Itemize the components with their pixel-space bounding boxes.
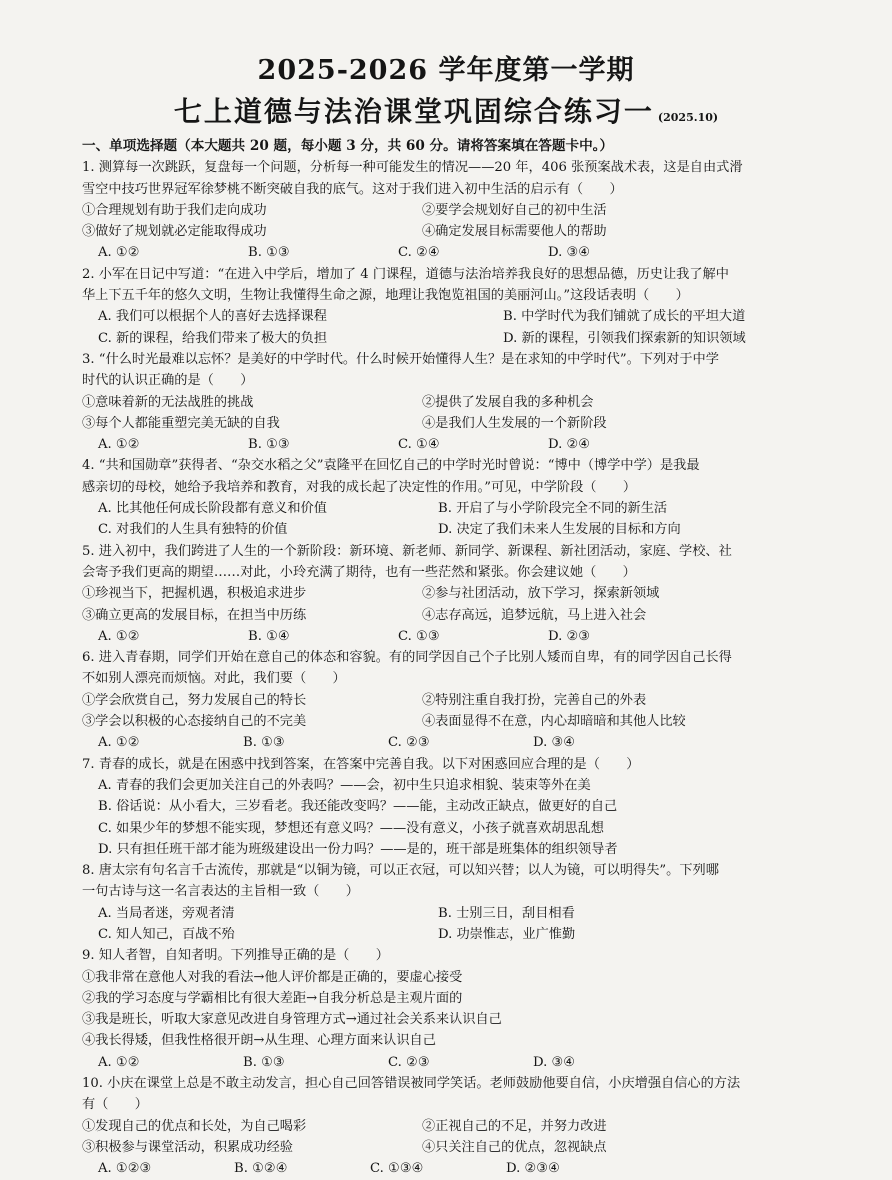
question-stem: 有（ ） bbox=[82, 1097, 148, 1113]
question-stem: 6. 进入青春期，同学们开始在意自己的体态和容貌。有的同学因自己个子比别人矮而自卑，有的同学因自己长得 bbox=[82, 650, 732, 666]
title-date: (2025.10) bbox=[657, 111, 719, 124]
answer-option: A. ①② bbox=[98, 1054, 140, 1070]
answer-option: C. ①③④ bbox=[370, 1161, 424, 1177]
statement-item: ③确立更高的发展目标，在担当中历练 bbox=[82, 607, 307, 623]
answer-option: A. ①② bbox=[98, 437, 140, 453]
answer-option: A. ①② bbox=[98, 245, 140, 261]
question-stem: 一句古诗与这一名言表达的主旨相一致（ ） bbox=[82, 884, 359, 900]
question-stem: 华上下五千年的悠久文明，生物让我懂得生命之源，地理让我饱览祖国的美丽河山。”这段话表明（ ） bbox=[82, 288, 689, 304]
statement-item: ③学会以积极的心态接纳自己的不完美 bbox=[82, 714, 307, 730]
answer-option: D. ③④ bbox=[533, 735, 576, 751]
answer-option: D. 新的课程，引领我们探索新的知识领域 bbox=[503, 330, 746, 346]
statement-item: ③做好了规划就必定能取得成功 bbox=[82, 224, 267, 240]
question-4 bbox=[82, 455, 827, 540]
answer-option: C. ②③ bbox=[388, 1054, 430, 1070]
answer-option: A. ①② bbox=[98, 735, 140, 751]
title-line1: 2025-2026 学年度第一学期 bbox=[257, 55, 635, 86]
answer-option: C. ①④ bbox=[398, 437, 440, 453]
question-8 bbox=[82, 860, 827, 945]
statement-item: ①意味着新的无法战胜的挑战 bbox=[82, 394, 254, 410]
question-7 bbox=[82, 754, 827, 860]
statement-item: ④是我们人生发展的一个新阶段 bbox=[422, 415, 607, 431]
title-line2 bbox=[0, 90, 892, 130]
statement-item: ①我非常在意他人对我的看法→他人评价都是正确的，要虚心接受 bbox=[82, 969, 463, 985]
question-stem: 1. 测算每一次跳跃，复盘每一个问题，分析每一种可能发生的情况——20 年，406 张预案战术表，这是自由式滑 bbox=[82, 160, 743, 176]
statement-item: ③我是班长，听取大家意见改进自身管理方式→通过社会关系来认识自己 bbox=[82, 1012, 502, 1028]
statement-item: ④志存高远，追梦远航，马上进入社会 bbox=[422, 607, 647, 623]
statement-item: ④我长得矮，但我性格很开朗→从生理、心理方面来认识自己 bbox=[82, 1033, 436, 1049]
answer-option: A. ①②③ bbox=[98, 1161, 152, 1177]
answer-option: C. 如果少年的梦想不能实现，梦想还有意义吗？——没有意义，小孩子就喜欢胡思乱想 bbox=[98, 820, 604, 836]
answer-option: B. ①④ bbox=[248, 628, 290, 644]
question-stem: 4. “共和国勋章”获得者、“杂交水稻之父”袁隆平在回忆自己的中学时光时曾说：“博中（博学中学）是我最 bbox=[82, 458, 700, 474]
statement-item: ①学会欣赏自己，努力发展自己的特长 bbox=[82, 692, 307, 708]
question-10 bbox=[82, 1073, 827, 1179]
statement-item: ④表面显得不在意，内心却暗暗和其他人比较 bbox=[422, 714, 686, 730]
question-5 bbox=[82, 541, 827, 647]
answer-option: C. 新的课程，给我们带来了极大的负担 bbox=[98, 330, 328, 346]
question-2 bbox=[82, 264, 827, 349]
answer-option: A. 比其他任何成长阶段都有意义和价值 bbox=[98, 501, 327, 517]
answer-option: C. ②④ bbox=[398, 245, 440, 261]
answer-option: B. 士别三日，刮目相看 bbox=[438, 905, 575, 921]
question-3 bbox=[82, 349, 827, 455]
answer-option: C. 知人知己，百战不殆 bbox=[98, 926, 235, 942]
question-stem: 雪空中技巧世界冠军徐梦桃不断突破自我的底气。这对于我们进入初中生活的启示有（ ） bbox=[82, 181, 623, 197]
answer-option: B. 俗话说：从小看大，三岁看老。我还能改变吗？——能，主动改正缺点，做更好的自己 bbox=[98, 799, 618, 815]
question-6 bbox=[82, 647, 827, 753]
statement-item: ②参与社团活动，放下学习，探索新领域 bbox=[422, 586, 660, 602]
statement-item: ③积极参与课堂活动，积累成功经验 bbox=[82, 1139, 293, 1155]
question-stem: 时代的认识正确的是（ ） bbox=[82, 373, 254, 389]
answer-option: D. 只有担任班干部才能为班级建设出一份力吗？——是的，班干部是班集体的组织领导者 bbox=[98, 841, 618, 857]
statement-item: ④确定发展目标需要他人的帮助 bbox=[422, 224, 607, 240]
question-stem: 会寄予我们更高的期望……对此，小玲充满了期待，也有一些茫然和紧张。你会建议她（ ） bbox=[82, 564, 636, 580]
answer-option: B. ①③ bbox=[248, 245, 290, 261]
answer-option: B. 开启了与小学阶段完全不同的新生活 bbox=[438, 501, 668, 517]
statement-item: ③每个人都能重塑完美无缺的自我 bbox=[82, 415, 280, 431]
statement-item: ②要学会规划好自己的初中生活 bbox=[422, 202, 607, 218]
answer-option: D. 决定了我们未来人生发展的目标和方向 bbox=[438, 522, 681, 538]
question-list bbox=[82, 136, 827, 1180]
statement-item: ②提供了发展自我的多种机会 bbox=[422, 394, 594, 410]
statement-item: ②我的学习态度与学霸相比有很大差距→自我分析总是主观片面的 bbox=[82, 990, 463, 1006]
answer-option: D. ③④ bbox=[533, 1054, 576, 1070]
question-stem: 5. 进入初中，我们跨进了人生的一个新阶段：新环境、新老师、新同学、新课程、新社团活动，家庭、学校、社 bbox=[82, 543, 732, 559]
statement-item: ②正视自己的不足，并努力改进 bbox=[422, 1118, 607, 1134]
answer-option: D. ②③ bbox=[548, 628, 591, 644]
answer-option: C. ①③ bbox=[398, 628, 440, 644]
answer-option: D. 功崇惟志，业广惟勤 bbox=[438, 926, 576, 942]
section-title: 一、单项选择题（本大题共 20 题，每小题 3 分，共 60 分。请将答案填在答题卡中。） bbox=[82, 138, 614, 154]
question-stem: 7. 青春的成长，就是在困惑中找到答案，在答案中完善自我。以下对困惑回应合理的是（ ） bbox=[82, 756, 640, 772]
question-stem: 10. 小庆在课堂上总是不敢主动发言，担心自己回答错误被同学笑话。老师鼓励他要自信，小庆增强自信心的方法 bbox=[82, 1076, 741, 1092]
answer-option: D. ③④ bbox=[548, 245, 591, 261]
title-main: 七上道德与法治课堂巩固综合练习一 bbox=[173, 95, 654, 128]
question-stem: 9. 知人者智，自知者明。下列推导正确的是（ ） bbox=[82, 948, 389, 964]
question-stem: 不如别人漂亮而烦恼。对此，我们要（ ） bbox=[82, 671, 346, 687]
answer-option: C. ②③ bbox=[388, 735, 430, 751]
question-stem: 3. “什么时光最难以忘怀？是美好的中学时代。什么时候开始懂得人生？是在求知的中学时代”。下列对于中学 bbox=[82, 351, 719, 367]
statement-item: ①发现自己的优点和长处，为自己喝彩 bbox=[82, 1118, 307, 1134]
question-1 bbox=[82, 157, 827, 263]
answer-option: C. 对我们的人生具有独特的价值 bbox=[98, 522, 288, 538]
answer-option: D. ②④ bbox=[548, 437, 591, 453]
statement-item: ①合理规划有助于我们走向成功 bbox=[82, 202, 267, 218]
answer-option: B. ①③ bbox=[243, 1054, 285, 1070]
answer-option: B. 中学时代为我们铺就了成长的平坦大道 bbox=[503, 309, 746, 325]
answer-option: A. ①② bbox=[98, 628, 140, 644]
question-9 bbox=[82, 945, 827, 1073]
answer-option: B. ①②④ bbox=[234, 1161, 288, 1177]
answer-option: B. ①③ bbox=[248, 437, 290, 453]
statement-item: ②特别注重自我打扮，完善自己的外表 bbox=[422, 692, 647, 708]
answer-option: A. 我们可以根据个人的喜好去选择课程 bbox=[98, 309, 327, 325]
answer-option: B. ①③ bbox=[243, 735, 285, 751]
answer-option: A. 青春的我们会更加关注自己的外表吗？——会，初中生只追求相貌、装束等外在美 bbox=[98, 777, 591, 793]
statement-item: ④只关注自己的优点，忽视缺点 bbox=[422, 1139, 607, 1155]
question-stem: 2. 小军在日记中写道：“在进入中学后，增加了 4 门课程，道德与法治培养我良好的思想品德，历史让我了解中 bbox=[82, 266, 729, 282]
question-stem: 感亲切的母校，她给予我培养和教育，对我的成长起了决定性的作用。”可见，中学阶段（ ） bbox=[82, 479, 637, 495]
answer-option: A. 当局者迷，旁观者清 bbox=[98, 905, 235, 921]
statement-item: ①珍视当下，把握机遇，积极追求进步 bbox=[82, 586, 307, 602]
answer-option: D. ②③④ bbox=[506, 1161, 560, 1177]
question-stem: 8. 唐太宗有句名言千古流传，那就是“以铜为镜，可以正衣冠，可以知兴替；以人为镜，可以明得失”。下列哪 bbox=[82, 863, 719, 879]
